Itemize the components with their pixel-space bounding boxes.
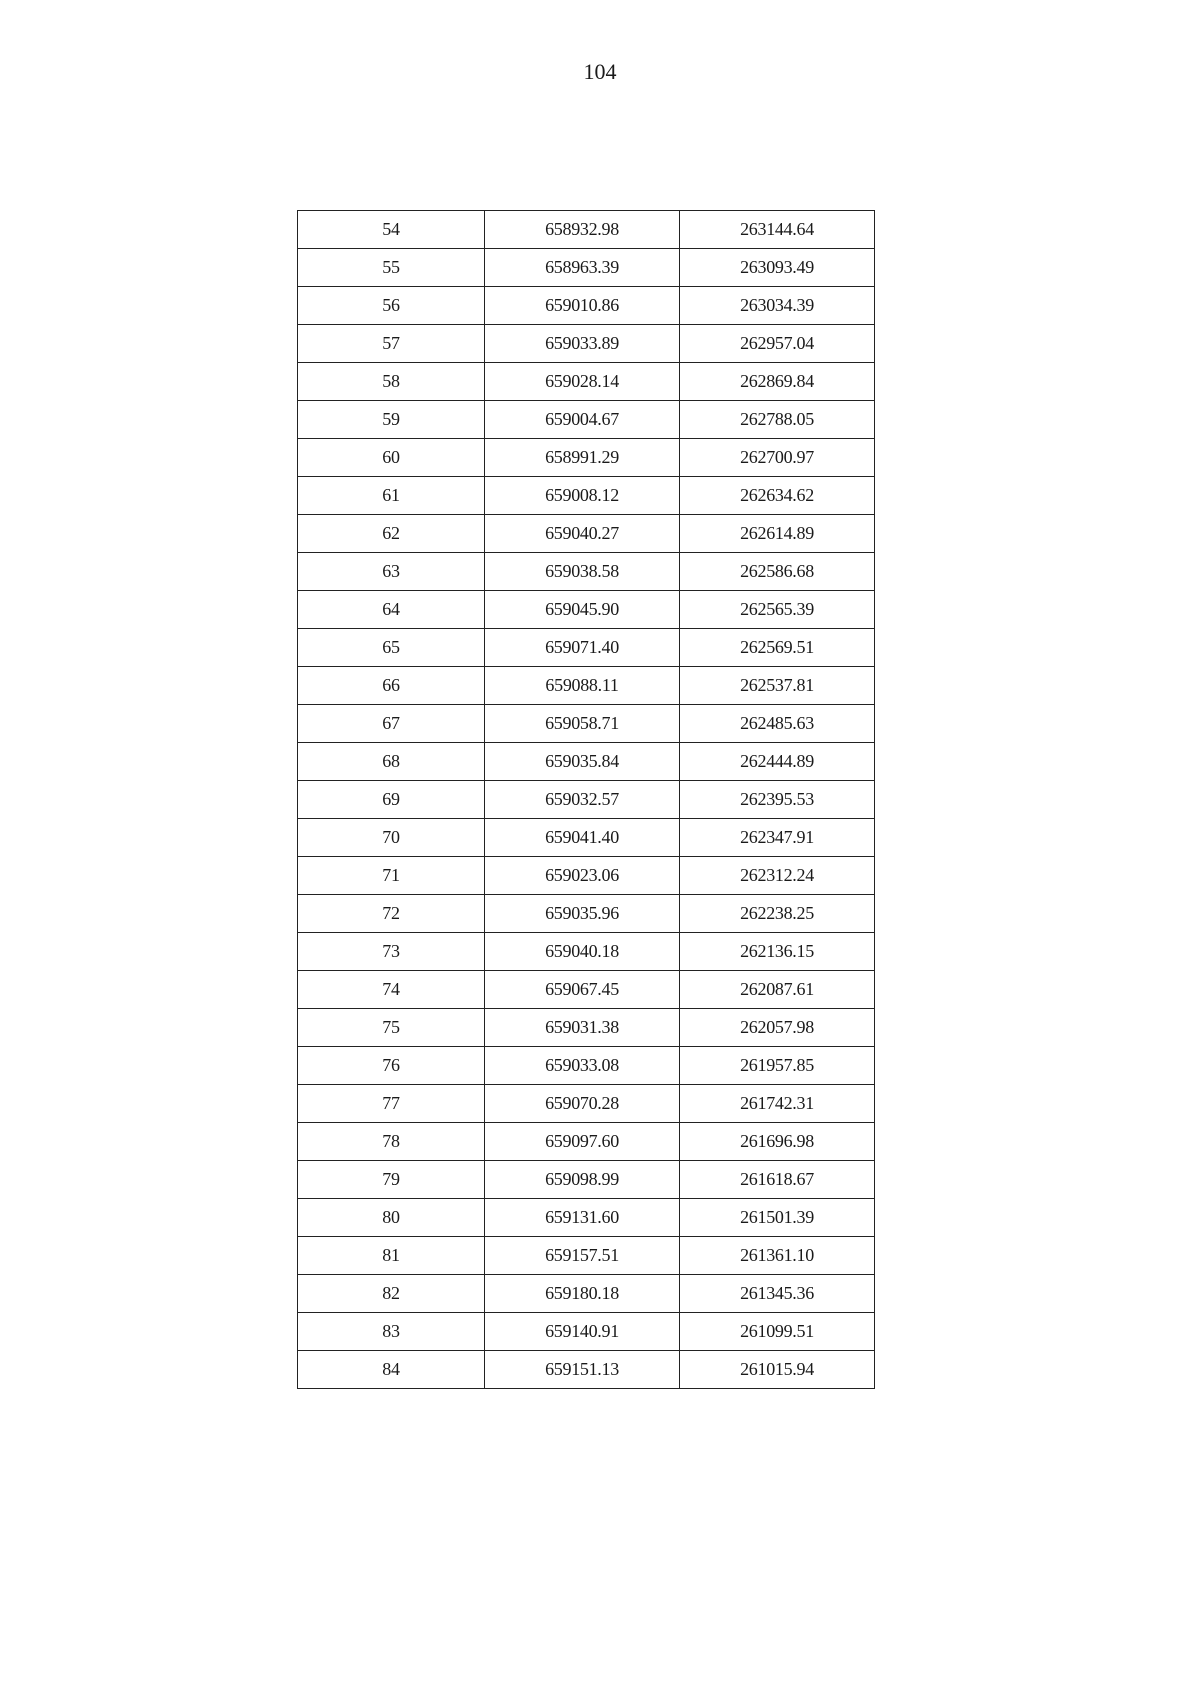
point-number-cell: 58 <box>298 363 485 401</box>
y-coordinate-cell: 262634.62 <box>680 477 875 515</box>
x-coordinate-cell: 659032.57 <box>485 781 680 819</box>
point-number-cell: 66 <box>298 667 485 705</box>
table-row <box>298 439 875 477</box>
y-coordinate-cell: 262569.51 <box>680 629 875 667</box>
point-number-cell: 81 <box>298 1237 485 1275</box>
x-coordinate-cell: 659098.99 <box>485 1161 680 1199</box>
x-coordinate-cell: 659088.11 <box>485 667 680 705</box>
y-coordinate-cell: 261957.85 <box>680 1047 875 1085</box>
table-row <box>298 1123 875 1161</box>
table-row <box>298 363 875 401</box>
point-number-cell: 79 <box>298 1161 485 1199</box>
x-coordinate-cell: 659035.84 <box>485 743 680 781</box>
point-number-cell: 63 <box>298 553 485 591</box>
table-row <box>298 629 875 667</box>
x-coordinate-cell: 659033.89 <box>485 325 680 363</box>
y-coordinate-cell: 262238.25 <box>680 895 875 933</box>
y-coordinate-cell: 262788.05 <box>680 401 875 439</box>
y-coordinate-cell: 263144.64 <box>680 211 875 249</box>
point-number-cell: 78 <box>298 1123 485 1161</box>
table-row <box>298 287 875 325</box>
coordinates-table-body <box>298 211 875 1389</box>
x-coordinate-cell: 659180.18 <box>485 1275 680 1313</box>
y-coordinate-cell: 261015.94 <box>680 1351 875 1389</box>
table-row <box>298 1351 875 1389</box>
table-row <box>298 705 875 743</box>
point-number-cell: 80 <box>298 1199 485 1237</box>
x-coordinate-cell: 659041.40 <box>485 819 680 857</box>
x-coordinate-cell: 659010.86 <box>485 287 680 325</box>
table-row <box>298 325 875 363</box>
table-row <box>298 971 875 1009</box>
table-row <box>298 743 875 781</box>
table-row <box>298 1313 875 1351</box>
x-coordinate-cell: 659040.18 <box>485 933 680 971</box>
point-number-cell: 64 <box>298 591 485 629</box>
x-coordinate-cell: 658991.29 <box>485 439 680 477</box>
point-number-cell: 57 <box>298 325 485 363</box>
x-coordinate-cell: 658963.39 <box>485 249 680 287</box>
point-number-cell: 67 <box>298 705 485 743</box>
table-row <box>298 553 875 591</box>
table-row <box>298 1161 875 1199</box>
x-coordinate-cell: 659040.27 <box>485 515 680 553</box>
point-number-cell: 56 <box>298 287 485 325</box>
table-row <box>298 477 875 515</box>
table-row <box>298 249 875 287</box>
table-row <box>298 1199 875 1237</box>
table-row <box>298 1275 875 1313</box>
point-number-cell: 59 <box>298 401 485 439</box>
point-number-cell: 68 <box>298 743 485 781</box>
y-coordinate-cell: 262057.98 <box>680 1009 875 1047</box>
point-number-cell: 77 <box>298 1085 485 1123</box>
x-coordinate-cell: 659033.08 <box>485 1047 680 1085</box>
point-number-cell: 82 <box>298 1275 485 1313</box>
y-coordinate-cell: 262444.89 <box>680 743 875 781</box>
y-coordinate-cell: 262565.39 <box>680 591 875 629</box>
y-coordinate-cell: 262087.61 <box>680 971 875 1009</box>
table-row <box>298 1047 875 1085</box>
y-coordinate-cell: 261618.67 <box>680 1161 875 1199</box>
point-number-cell: 75 <box>298 1009 485 1047</box>
point-number-cell: 60 <box>298 439 485 477</box>
table-row <box>298 819 875 857</box>
x-coordinate-cell: 659028.14 <box>485 363 680 401</box>
x-coordinate-cell: 659151.13 <box>485 1351 680 1389</box>
x-coordinate-cell: 658932.98 <box>485 211 680 249</box>
y-coordinate-cell: 261742.31 <box>680 1085 875 1123</box>
y-coordinate-cell: 262395.53 <box>680 781 875 819</box>
x-coordinate-cell: 659071.40 <box>485 629 680 667</box>
y-coordinate-cell: 262586.68 <box>680 553 875 591</box>
x-coordinate-cell: 659097.60 <box>485 1123 680 1161</box>
point-number-cell: 61 <box>298 477 485 515</box>
table-row <box>298 591 875 629</box>
y-coordinate-cell: 262700.97 <box>680 439 875 477</box>
point-number-cell: 54 <box>298 211 485 249</box>
x-coordinate-cell: 659070.28 <box>485 1085 680 1123</box>
table-row <box>298 781 875 819</box>
x-coordinate-cell: 659045.90 <box>485 591 680 629</box>
point-number-cell: 83 <box>298 1313 485 1351</box>
table-row <box>298 1009 875 1047</box>
point-number-cell: 65 <box>298 629 485 667</box>
y-coordinate-cell: 262136.15 <box>680 933 875 971</box>
table-row <box>298 933 875 971</box>
point-number-cell: 84 <box>298 1351 485 1389</box>
table-row <box>298 515 875 553</box>
point-number-cell: 62 <box>298 515 485 553</box>
x-coordinate-cell: 659031.38 <box>485 1009 680 1047</box>
point-number-cell: 73 <box>298 933 485 971</box>
y-coordinate-cell: 262537.81 <box>680 667 875 705</box>
point-number-cell: 55 <box>298 249 485 287</box>
coordinates-table <box>297 210 875 1389</box>
x-coordinate-cell: 659038.58 <box>485 553 680 591</box>
x-coordinate-cell: 659067.45 <box>485 971 680 1009</box>
x-coordinate-cell: 659131.60 <box>485 1199 680 1237</box>
point-number-cell: 74 <box>298 971 485 1009</box>
y-coordinate-cell: 261345.36 <box>680 1275 875 1313</box>
x-coordinate-cell: 659008.12 <box>485 477 680 515</box>
y-coordinate-cell: 263034.39 <box>680 287 875 325</box>
table-row <box>298 401 875 439</box>
y-coordinate-cell: 262614.89 <box>680 515 875 553</box>
x-coordinate-cell: 659023.06 <box>485 857 680 895</box>
table-row <box>298 1237 875 1275</box>
y-coordinate-cell: 262869.84 <box>680 363 875 401</box>
x-coordinate-cell: 659004.67 <box>485 401 680 439</box>
y-coordinate-cell: 261696.98 <box>680 1123 875 1161</box>
y-coordinate-cell: 262485.63 <box>680 705 875 743</box>
y-coordinate-cell: 261501.39 <box>680 1199 875 1237</box>
page-number: 104 <box>583 59 617 84</box>
point-number-cell: 69 <box>298 781 485 819</box>
table-row <box>298 211 875 249</box>
y-coordinate-cell: 262957.04 <box>680 325 875 363</box>
y-coordinate-cell: 262312.24 <box>680 857 875 895</box>
y-coordinate-cell: 261361.10 <box>680 1237 875 1275</box>
table-row <box>298 1085 875 1123</box>
point-number-cell: 71 <box>298 857 485 895</box>
x-coordinate-cell: 659035.96 <box>485 895 680 933</box>
x-coordinate-cell: 659157.51 <box>485 1237 680 1275</box>
y-coordinate-cell: 261099.51 <box>680 1313 875 1351</box>
y-coordinate-cell: 262347.91 <box>680 819 875 857</box>
table-row <box>298 895 875 933</box>
x-coordinate-cell: 659058.71 <box>485 705 680 743</box>
y-coordinate-cell: 263093.49 <box>680 249 875 287</box>
point-number-cell: 72 <box>298 895 485 933</box>
x-coordinate-cell: 659140.91 <box>485 1313 680 1351</box>
point-number-cell: 70 <box>298 819 485 857</box>
table-row <box>298 857 875 895</box>
table-row <box>298 667 875 705</box>
point-number-cell: 76 <box>298 1047 485 1085</box>
